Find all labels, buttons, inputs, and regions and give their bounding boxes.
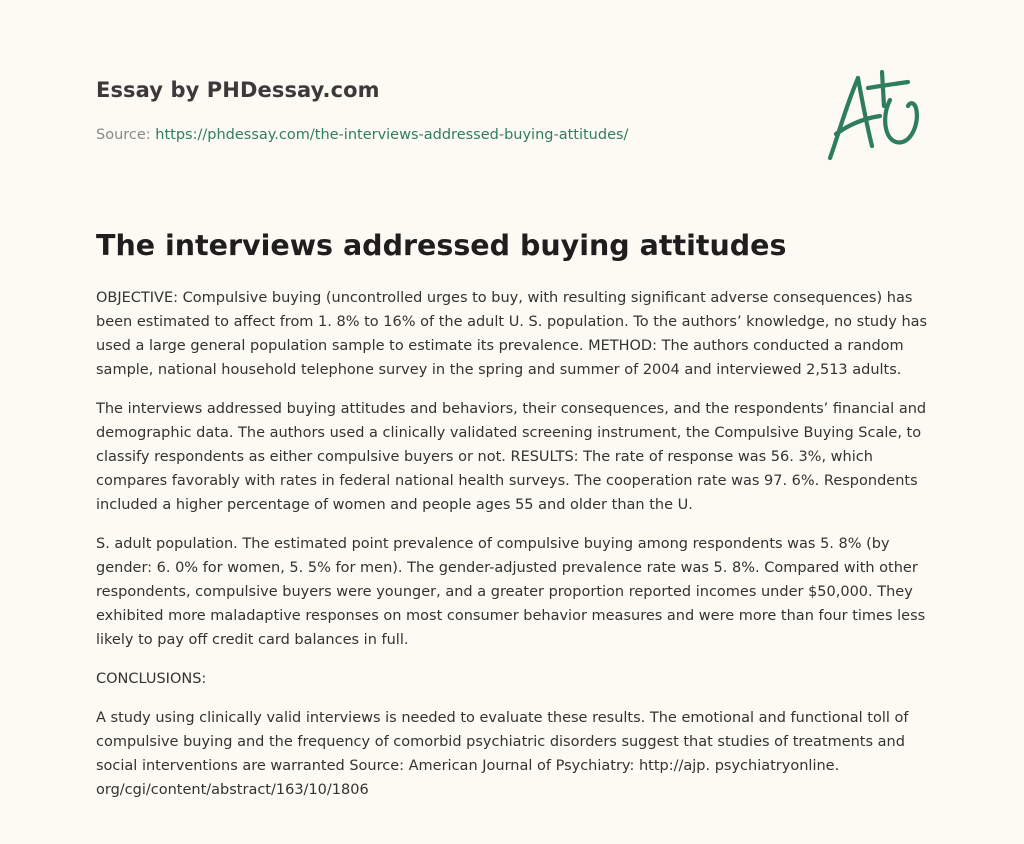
paragraph: The interviews addressed buying attitudes and behaviors, their consequences, and the respondents’ financial and demographic data. The authors used a clinically validated screening instrument, the Compulsive Buying Scale, to classify respondents as either compulsive buyers or not. RESULTS: The rate of response was 56. 3%, which compares favorably with rates in federal national health surveys. The cooperation rate was 97. 6%. Respondents included a higher percentage of women and people ages 55 and older than the U.	[96, 401, 927, 513]
paragraph: OBJECTIVE: Compulsive buying (uncontrolled urges to buy, with resulting significant adverse consequences) has been estimated to affect from 1. 8% to 16% of the adult U. S. population. To the authors’ knowledge, no study has used a large general population sample to estimate its prevalence. METHOD: The authors conducted a random sample, national household telephone survey in the spring and summer of 2004 and interviewed 2,513 adults.	[96, 290, 928, 378]
page-header	[96, 76, 796, 145]
paragraph: A study using clinically valid interviews is needed to evaluate these results. The emotional and functional toll of compulsive buying and the frequency of comorbid psychiatric disorders suggest that studies of treatments and social interventions are warranted Source: American Journal of Psychiatry: http://ajp. psychiatryonline. org/cgi/content/abstract/163/10/1806	[96, 710, 909, 798]
article-body	[96, 286, 932, 817]
site-brand[interactable]: Essay by PHDessay.com	[96, 78, 380, 102]
source-line	[96, 125, 796, 145]
paragraph: S. adult population. The estimated point prevalence of compulsive buying among respondents was 5. 8% (by gender: 6. 0% for women, 5. 5% for men). The gender-adjusted prevalence rate was 5. 8%. Compared with other respondents, compulsive buyers were younger, and a greater proportion reported incomes under $50,000. They exhibited more maladaptive responses on most consumer behavior measures and were more than four times less likely to pay off credit card balances in full.	[96, 536, 926, 648]
a-plus-logo-icon	[820, 66, 932, 166]
source-link[interactable]: https://phdessay.com/the-interviews-addressed-buying-attitudes/	[155, 127, 629, 143]
source-label: Source:	[96, 127, 156, 143]
paragraph: CONCLUSIONS:	[96, 671, 207, 687]
article-title: The interviews addressed buying attitudes	[96, 229, 787, 262]
